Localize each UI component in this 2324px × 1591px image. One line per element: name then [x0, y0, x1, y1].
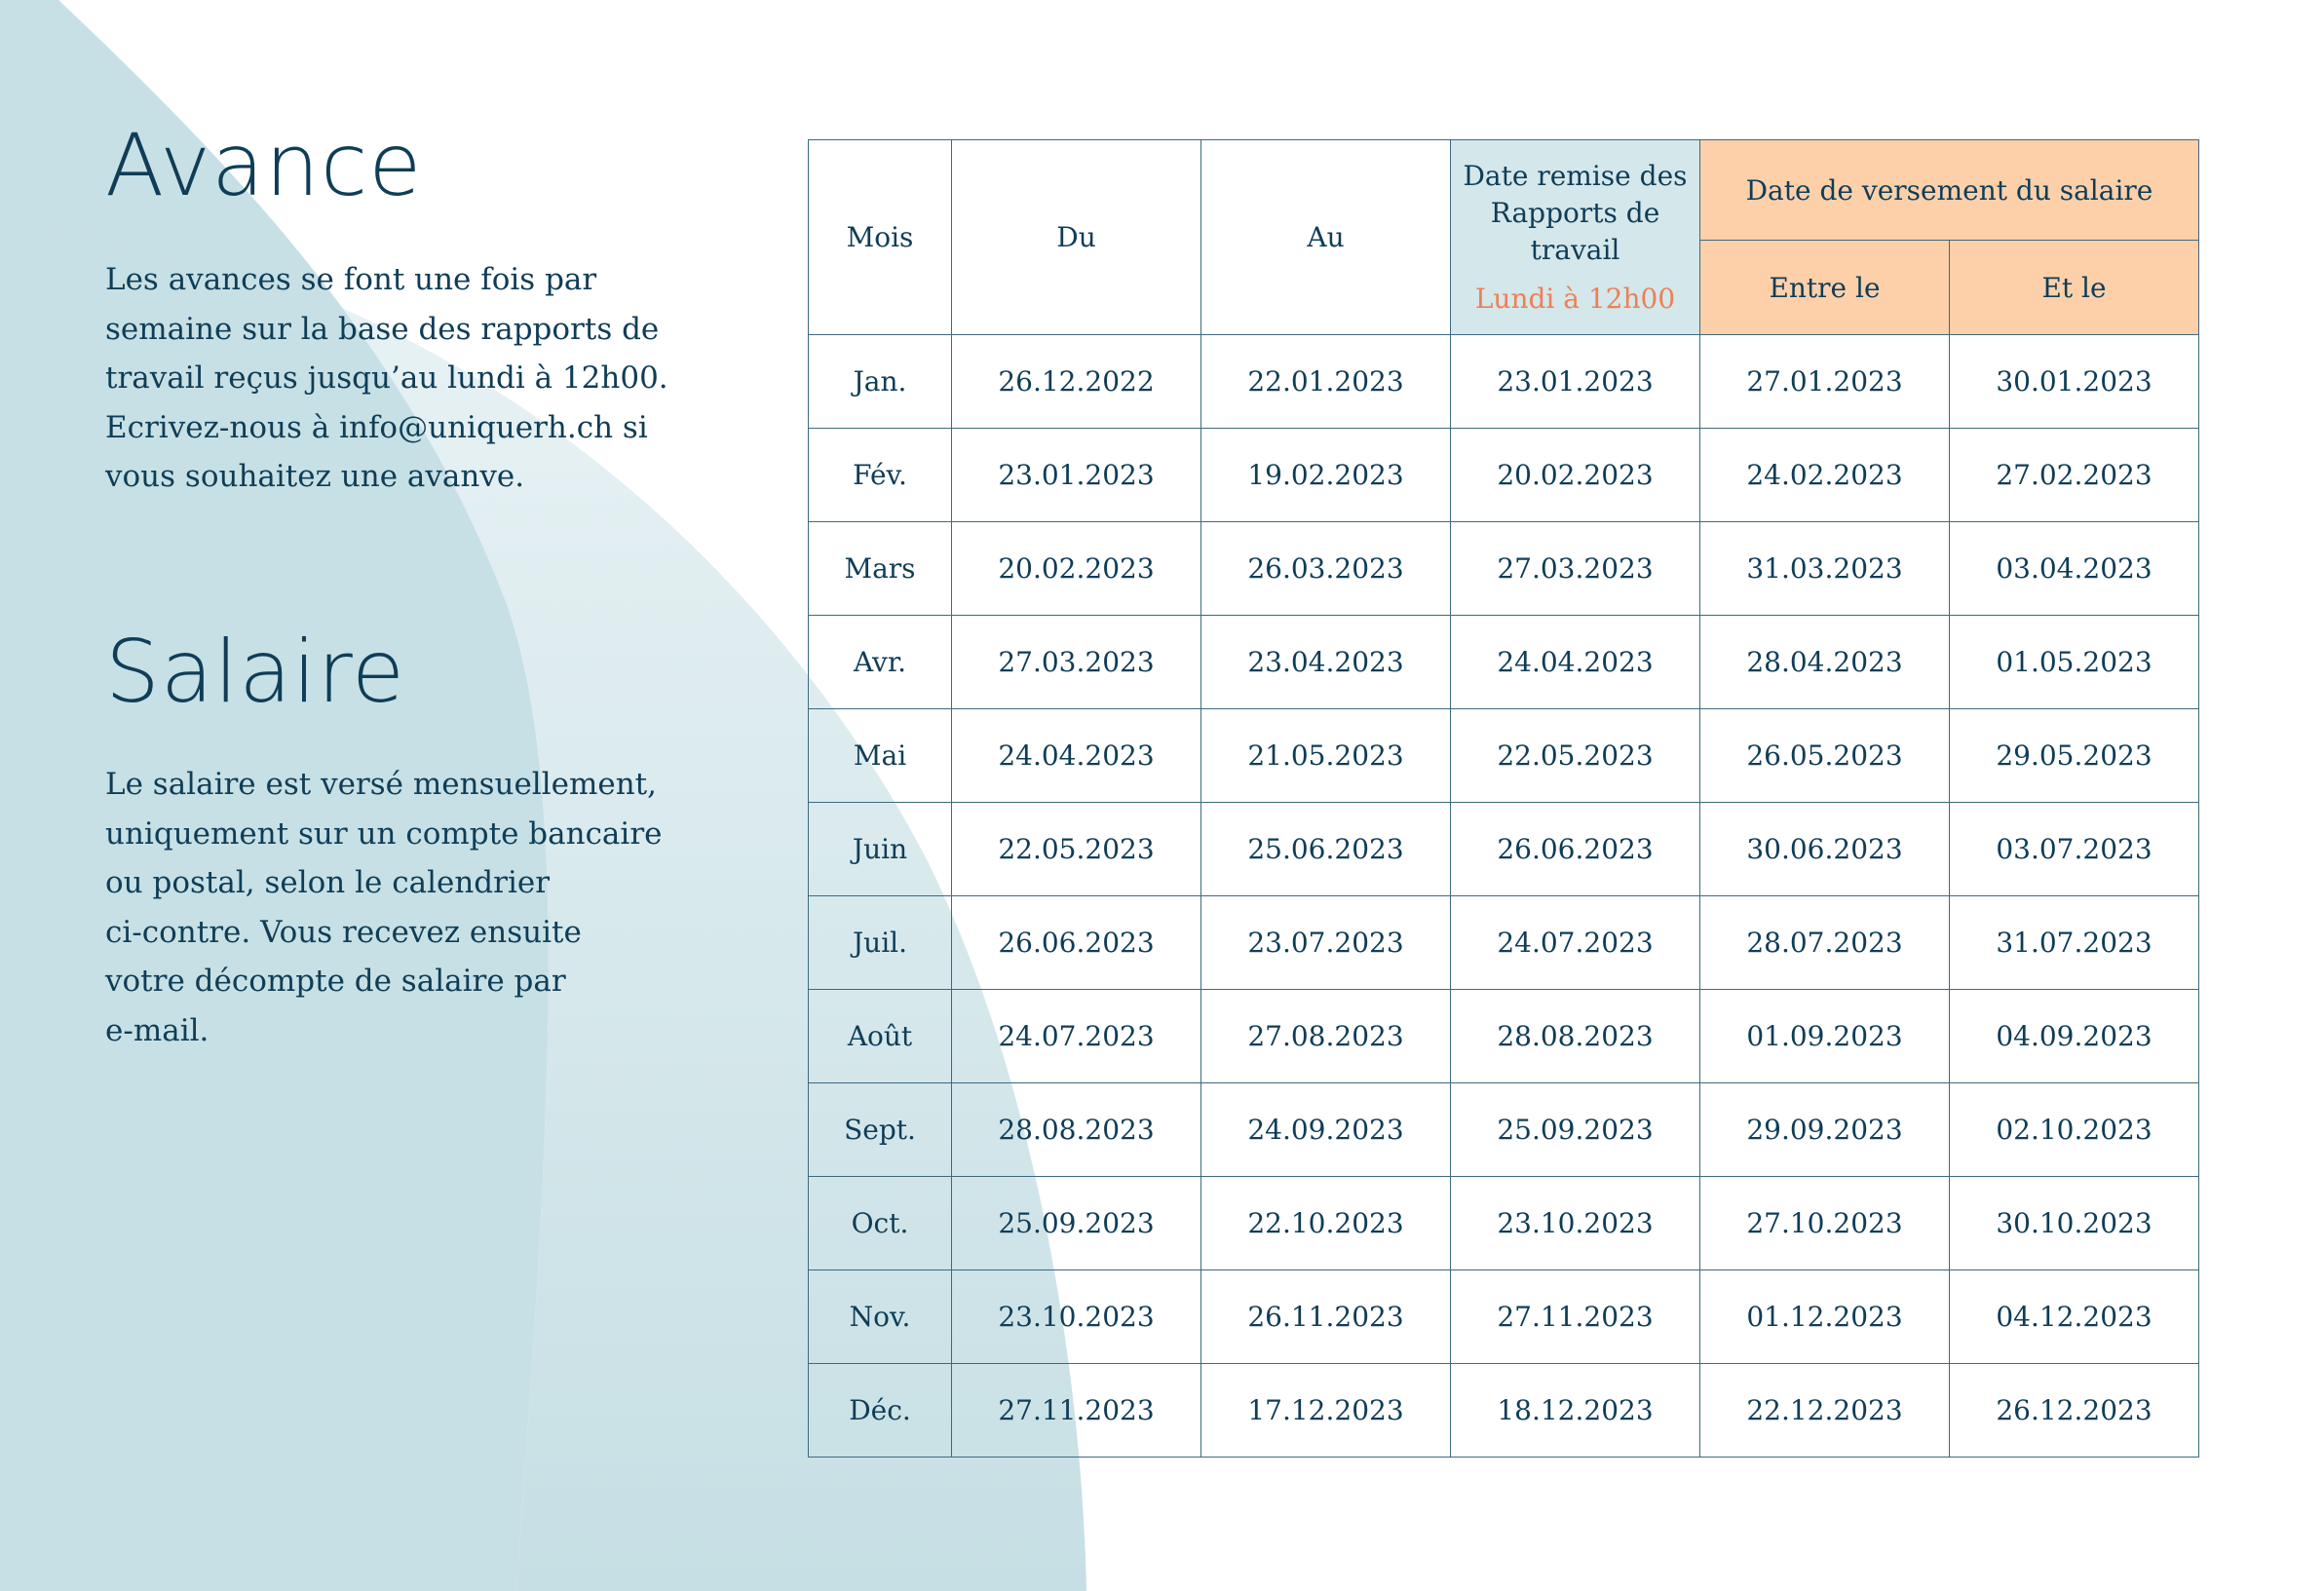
table-row — [809, 896, 2199, 990]
table-row — [809, 803, 2199, 896]
cell-mois: Jan. — [809, 335, 952, 429]
salaire-line: ci-contre. Vous recevez ensuite — [105, 914, 582, 950]
cell-du: 20.02.2023 — [952, 522, 1201, 616]
header-entre-le: Entre le — [1700, 241, 1950, 335]
header-et-le: Et le — [1950, 241, 2199, 335]
cell-au: 25.06.2023 — [1201, 803, 1451, 896]
cell-entre-le: 31.03.2023 — [1700, 522, 1950, 616]
cell-date-remise: 26.06.2023 — [1451, 803, 1700, 896]
cell-du: 23.10.2023 — [952, 1270, 1201, 1364]
cell-date-remise: 28.08.2023 — [1451, 990, 1700, 1083]
cell-entre-le: 27.01.2023 — [1700, 335, 1950, 429]
table-row — [809, 1270, 2199, 1364]
cell-et-le: 02.10.2023 — [1950, 1083, 2199, 1177]
cell-et-le: 01.05.2023 — [1950, 616, 2199, 709]
cell-entre-le: 24.02.2023 — [1700, 429, 1950, 522]
cell-du: 27.03.2023 — [952, 616, 1201, 709]
cell-et-le: 27.02.2023 — [1950, 429, 2199, 522]
cell-au: 23.04.2023 — [1201, 616, 1451, 709]
table-row — [809, 616, 2199, 709]
cell-du: 26.06.2023 — [952, 896, 1201, 990]
header-du: Du — [952, 140, 1201, 335]
cell-au: 27.08.2023 — [1201, 990, 1451, 1083]
cell-entre-le: 28.04.2023 — [1700, 616, 1950, 709]
cell-entre-le: 28.07.2023 — [1700, 896, 1950, 990]
cell-et-le: 03.04.2023 — [1950, 522, 2199, 616]
cell-date-remise: 20.02.2023 — [1451, 429, 1700, 522]
cell-date-remise: 27.03.2023 — [1451, 522, 1700, 616]
cell-du: 23.01.2023 — [952, 429, 1201, 522]
header-date-remise — [1451, 140, 1700, 335]
cell-entre-le: 22.12.2023 — [1700, 1364, 1950, 1458]
salaire-paragraph — [105, 760, 670, 1055]
avance-line: travail reçus jusqu’au lundi à 12h00. — [105, 360, 668, 396]
cell-date-remise: 22.05.2023 — [1451, 709, 1700, 803]
header-au: Au — [1201, 140, 1451, 335]
avance-title: Avance — [105, 115, 423, 215]
table-row — [809, 429, 2199, 522]
cell-du: 24.07.2023 — [952, 990, 1201, 1083]
cell-date-remise: 24.04.2023 — [1451, 616, 1700, 709]
cell-mois: Mars — [809, 522, 952, 616]
salaire-line: Le salaire est versé mensuellement, — [105, 767, 657, 802]
cell-mois: Août — [809, 990, 952, 1083]
avance-line: Les avances se font une fois par — [105, 262, 597, 297]
cell-et-le: 31.07.2023 — [1950, 896, 2199, 990]
cell-et-le: 29.05.2023 — [1950, 709, 2199, 803]
table-row — [809, 1083, 2199, 1177]
salaire-line: uniquement sur un compte bancaire — [105, 815, 663, 852]
cell-au: 23.07.2023 — [1201, 896, 1451, 990]
cell-date-remise: 18.12.2023 — [1451, 1364, 1700, 1458]
cell-au: 26.11.2023 — [1201, 1270, 1451, 1364]
cell-mois: Nov. — [809, 1270, 952, 1364]
cell-entre-le: 30.06.2023 — [1700, 803, 1950, 896]
calendar-body — [809, 335, 2199, 1458]
cell-au: 19.02.2023 — [1201, 429, 1451, 522]
cell-date-remise: 25.09.2023 — [1451, 1083, 1700, 1177]
avance-paragraph — [105, 255, 670, 502]
cell-et-le: 30.01.2023 — [1950, 335, 2199, 429]
cell-au: 22.10.2023 — [1201, 1177, 1451, 1270]
cell-au: 21.05.2023 — [1201, 709, 1451, 803]
cell-du: 26.12.2022 — [952, 335, 1201, 429]
cell-au: 22.01.2023 — [1201, 335, 1451, 429]
avance-line: vous souhaitez une avanve. — [105, 459, 525, 494]
cell-et-le: 03.07.2023 — [1950, 803, 2199, 896]
table-row — [809, 1177, 2199, 1270]
avance-line: Ecrivez-nous à info@uniquerh.ch si — [105, 409, 648, 445]
cell-du: 24.04.2023 — [952, 709, 1201, 803]
cell-du: 22.05.2023 — [952, 803, 1201, 896]
table-row — [809, 709, 2199, 803]
salary-calendar-table — [808, 139, 2199, 1458]
table-row — [809, 335, 2199, 429]
cell-au: 26.03.2023 — [1201, 522, 1451, 616]
salaire-line: votre décompte de salaire par — [105, 964, 566, 999]
cell-mois: Oct. — [809, 1177, 952, 1270]
table-row — [809, 990, 2199, 1083]
cell-entre-le: 01.12.2023 — [1700, 1270, 1950, 1364]
header-date-versement: Date de versement du salaire — [1700, 140, 2199, 241]
cell-mois: Sept. — [809, 1083, 952, 1177]
header-mois: Mois — [809, 140, 952, 335]
cell-date-remise: 23.10.2023 — [1451, 1177, 1700, 1270]
header-date-remise-label: Date remise des Rapports de travail — [1463, 159, 1688, 266]
cell-et-le: 04.12.2023 — [1950, 1270, 2199, 1364]
cell-entre-le: 01.09.2023 — [1700, 990, 1950, 1083]
cell-mois: Fév. — [809, 429, 952, 522]
header-date-remise-note: Lundi à 12h00 — [1474, 282, 1676, 315]
cell-du: 25.09.2023 — [952, 1177, 1201, 1270]
cell-du: 28.08.2023 — [952, 1083, 1201, 1177]
cell-du: 27.11.2023 — [952, 1364, 1201, 1458]
cell-entre-le: 26.05.2023 — [1700, 709, 1950, 803]
cell-et-le: 04.09.2023 — [1950, 990, 2199, 1083]
cell-entre-le: 29.09.2023 — [1700, 1083, 1950, 1177]
salaire-title: Salaire — [105, 622, 405, 722]
salaire-line: e-mail. — [105, 1012, 210, 1048]
cell-mois: Avr. — [809, 616, 952, 709]
cell-date-remise: 27.11.2023 — [1451, 1270, 1700, 1364]
cell-entre-le: 27.10.2023 — [1700, 1177, 1950, 1270]
cell-mois: Juil. — [809, 896, 952, 990]
cell-mois: Juin — [809, 803, 952, 896]
cell-au: 24.09.2023 — [1201, 1083, 1451, 1177]
cell-mois: Mai — [809, 709, 952, 803]
cell-mois: Déc. — [809, 1364, 952, 1458]
cell-et-le: 30.10.2023 — [1950, 1177, 2199, 1270]
table-row — [809, 522, 2199, 616]
avance-line: semaine sur la base des rapports de — [105, 311, 660, 347]
cell-date-remise: 24.07.2023 — [1451, 896, 1700, 990]
table-row — [809, 1364, 2199, 1458]
cell-date-remise: 23.01.2023 — [1451, 335, 1700, 429]
salaire-line: ou postal, selon le calendrier — [105, 865, 551, 900]
cell-au: 17.12.2023 — [1201, 1364, 1451, 1458]
cell-et-le: 26.12.2023 — [1950, 1364, 2199, 1458]
